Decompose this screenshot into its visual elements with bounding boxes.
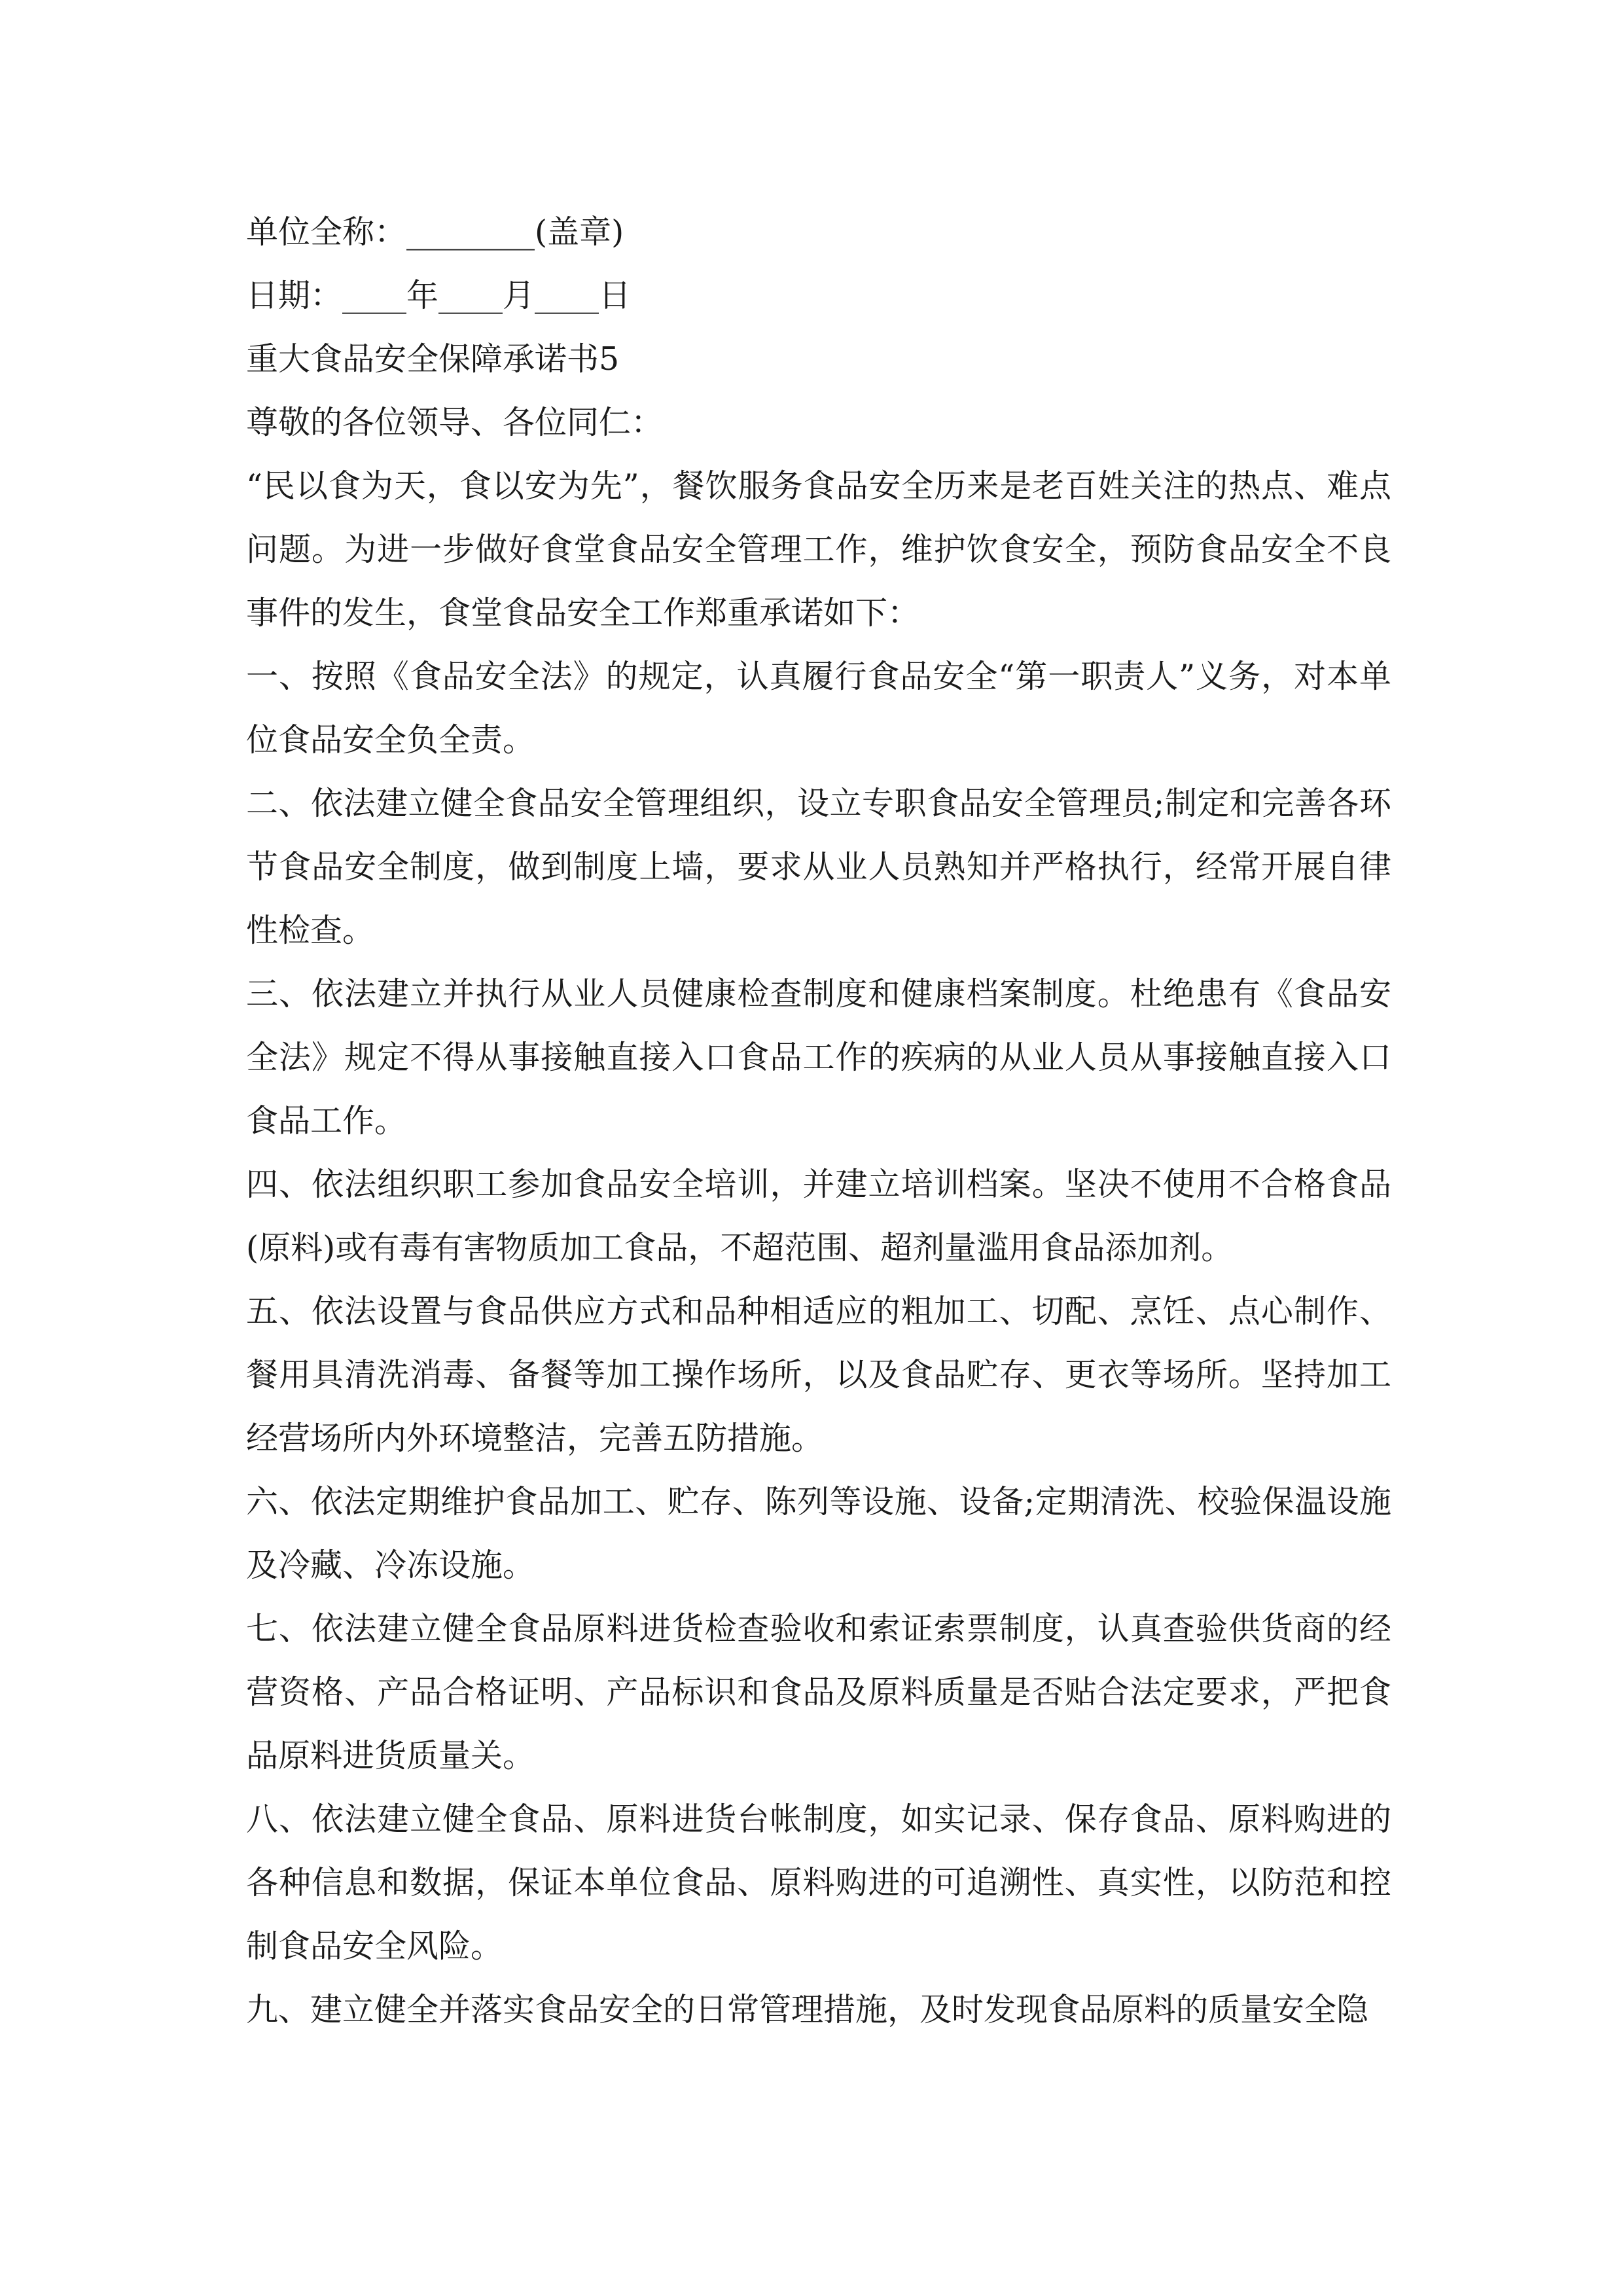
unit-name-line: 单位全称：________(盖章) xyxy=(246,213,624,251)
date-line: 日期：____年____月____日 xyxy=(246,277,632,314)
document-title: 重大食品安全保障承诺书5 xyxy=(246,340,620,378)
commitment-item-3: 三、依法建立并执行从业人员健康检查制度和健康档案制度。杜绝患有《食品安全法》规定不得从事接触直接入口食品工作的疾病的从业人员从事接触直接入口食品工作。 xyxy=(246,975,1391,1139)
salutation: 尊敬的各位领导、各位同仁： xyxy=(246,404,664,441)
commitment-item-7: 七、依法建立健全食品原料进货检查验收和索证索票制度，认真查验供货商的经营资格、产品合格证明、产品标识和食品及原料质量是否贴合法定要求，严把食品原料进货质量关。 xyxy=(246,1610,1391,1774)
commitment-item-6: 六、依法定期维护食品加工、贮存、陈列等设施、设备;定期清洗、校验保温设施及冷藏、冷冻设施。 xyxy=(246,1483,1391,1584)
document-body xyxy=(246,200,1391,2041)
commitment-item-5: 五、依法设置与食品供应方式和品种相适应的粗加工、切配、烹饪、点心制作、餐用具清洗消毒、备餐等加工操作场所，以及食品贮存、更衣等场所。坚持加工经营场所内外环境整洁，完善五防措施。 xyxy=(246,1293,1391,1457)
commitment-item-4: 四、依法组织职工参加食品安全培训，并建立培训档案。坚决不使用不合格食品(原料)或有毒有害物质加工食品，不超范围、超剂量滥用食品添加剂。 xyxy=(246,1166,1391,1266)
commitment-item-8: 八、依法建立健全食品、原料进货台帐制度，如实记录、保存食品、原料购进的各种信息和数据，保证本单位食品、原料购进的可追溯性、真实性，以防范和控制食品安全风险。 xyxy=(246,1801,1391,1965)
commitment-item-9: 九、建立健全并落实食品安全的日常管理措施，及时发现食品原料的质量安全隐 xyxy=(246,1991,1369,2028)
commitment-item-2: 二、依法建立健全食品安全管理组织，设立专职食品安全管理员;制定和完善各环节食品安全制度，做到制度上墙，要求从业人员熟知并严格执行，经常开展自律性检查。 xyxy=(246,785,1391,949)
intro-paragraph: “民以食为天，食以安为先”，餐饮服务食品安全历来是老百姓关注的热点、难点问题。为进一步做好食堂食品安全管理工作，维护饮食安全，预防食品安全不良事件的发生，食堂食品安全工作郑重承诺如下： xyxy=(246,467,1391,632)
commitment-item-1: 一、按照《食品安全法》的规定，认真履行食品安全“第一职责人”义务，对本单位食品安全负全责。 xyxy=(246,658,1391,759)
